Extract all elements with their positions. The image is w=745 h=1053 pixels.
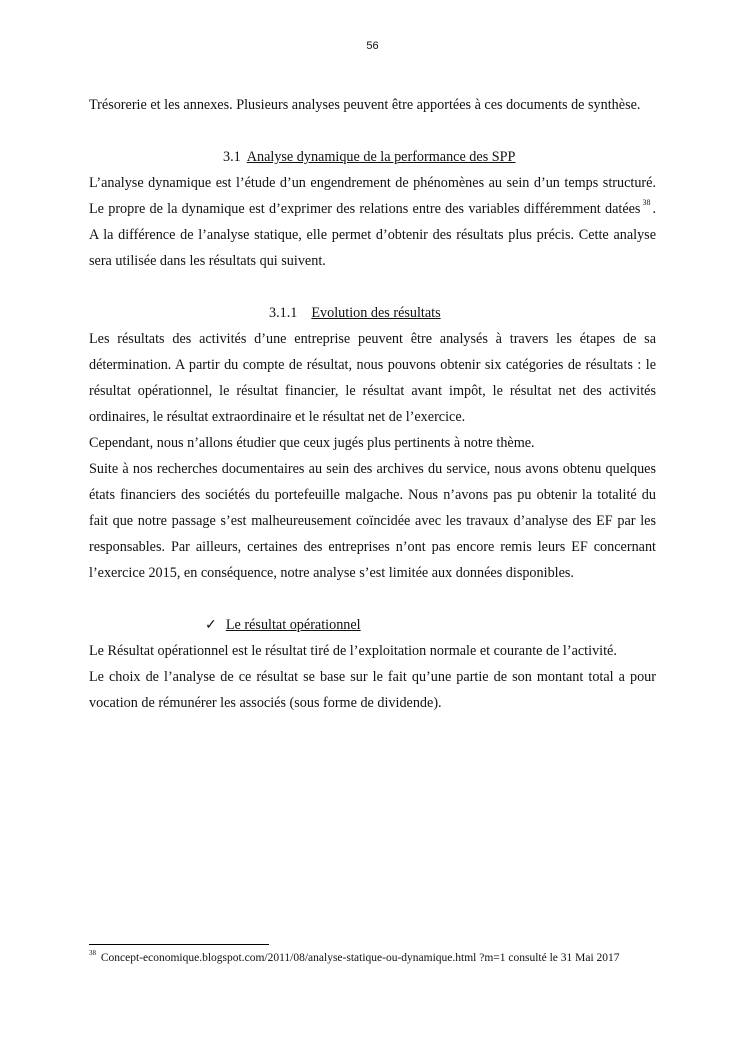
checkmark-icon: ✓ bbox=[205, 617, 217, 633]
paragraph-dynamic-analysis bbox=[89, 170, 656, 274]
footnote-text: Concept-economique.blogspot.com/2011/08/analyse-statique-ou-dynamique.html ?m=1 consulté le 31 Mai 2017 bbox=[98, 952, 620, 964]
section-number: 3.1 bbox=[223, 149, 241, 165]
section-heading-3-1 bbox=[89, 144, 656, 170]
paragraph-scope: Cependant, nous n’allons étudier que ceux jugés plus pertinents à notre thème. bbox=[89, 435, 535, 451]
subsection-heading-3-1-1 bbox=[89, 300, 656, 326]
page-number: 56 bbox=[366, 40, 379, 52]
footnote-separator bbox=[89, 944, 269, 945]
page-body bbox=[89, 92, 656, 716]
paragraph-data-sources: Suite à nos recherches documentaires au sein des archives du service, nous avons obtenu quelques états financiers des sociétés du portefeuille malgache. Nous n’avons pas pu obtenir la totalité du fait que notre passage s’est malheureusement coïncidée avec les travaux d’analyse des EF par les responsables. Par ailleurs, certaines des entreprises n’ont pas encore remis leurs EF concernant l’exercice 2015, en conséquence, notre analyse s’est limitée aux données disponibles. bbox=[89, 461, 656, 581]
paragraph-text: L’analyse dynamique est l’étude d’un engendrement de phénomènes au sein d’un temps structuré. Le propre de la dynamique est d’exprimer des relations entre des variables différemment datées bbox=[89, 175, 656, 217]
bullet-heading-operational-result bbox=[89, 612, 656, 638]
footnote bbox=[89, 951, 656, 966]
footnote-reference[interactable]: 38 bbox=[642, 198, 651, 208]
paragraph-operational-choice: Le choix de l’analyse de ce résultat se base sur le fait qu’une partie de son montant total a pour vocation de rémunérer les associés (sous forme de dividende). bbox=[89, 669, 656, 711]
section-title: Analyse dynamique de la performance des SPP bbox=[246, 149, 516, 165]
paragraph-intro: Trésorerie et les annexes. Plusieurs analyses peuvent être apportées à ces documents de synthèse. bbox=[89, 97, 641, 113]
footnote-number: 38 bbox=[89, 949, 96, 958]
paragraph-text-continued: . A la différence de l’analyse statique, elle permet d’obtenir des résultats plus précis. Cette analyse sera utilisée dans les résultats qui suivent. bbox=[89, 201, 656, 269]
subsection-number: 3.1.1 bbox=[269, 305, 298, 321]
bullet-heading-title: Le résultat opérationnel bbox=[225, 617, 361, 633]
paragraph-results-categories: Les résultats des activités d’une entreprise peuvent être analysés à travers les étapes de sa détermination. A partir du compte de résultat, nous pouvons obtenir six catégories de résultats : le résultat opérationnel, le résultat financier, le résultat avant impôt, le résultat net des activités ordinaires, le résultat extraordinaire et le résultat net de l’exercice. bbox=[89, 331, 656, 425]
paragraph-operational-definition: Le Résultat opérationnel est le résultat tiré de l’exploitation normale et courante de l’activité. bbox=[89, 643, 617, 659]
subsection-title: Evolution des résultats bbox=[311, 305, 441, 321]
